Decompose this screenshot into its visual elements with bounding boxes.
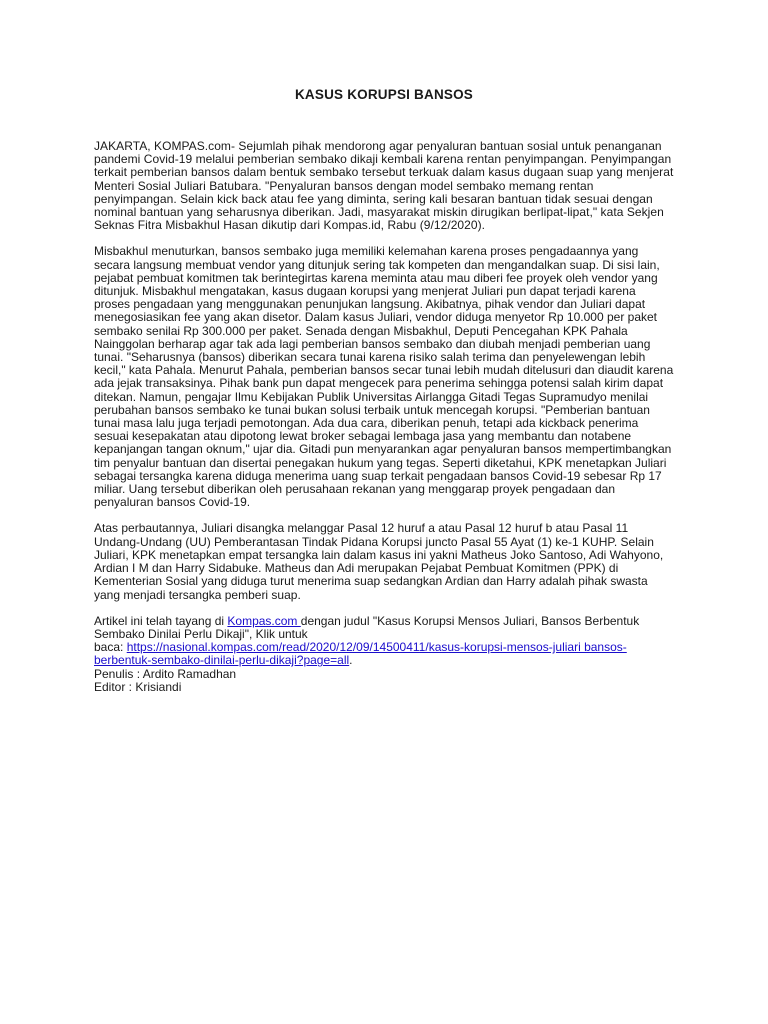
writer-credit: Penulis : Ardito Ramadhan bbox=[94, 666, 237, 681]
document-page bbox=[94, 86, 674, 694]
paragraph-2: Misbakhul menuturkan, bansos sembako juga memiliki kelemahan karena proses pengadaannya yang secara langsung membuat vendor yang ditunjuk sering tak kompeten dan mengandalkan suap. Di sisi lain, pejabat pembuat komitmen tak berintegirtas karena meminta atau mau diberi fee proyek oleh vendor yang ditunjuk. Misbakhul mengatakan, kasus dugaan korupsi yang menjerat Juliari pun dapat terjadi karena proses pengadaan yang menggunakan penunjukan langsung. Akibatnya, pihak vendor dan Juliari dapat menegosiasikan fee yang akan disetor. Dalam kasus Juliari, vendor diduga menyetor Rp 10.000 per paket sembako senilai Rp 300.000 per paket. Senada dengan Misbakhul, Deputi Pencegahan KPK Pahala Nainggolan berharap agar tak ada lagi pemberian bansos sembako dan diubah menjadi pemberian uang tunai. "Seharusnya (bansos) diberikan secara tunai karena risiko salah terima dan penyelewengan lebih kecil," kata Pahala. Menurut Pahala, pemberian bansos secar tunai lebih mudah ditelusuri dan diaudit karena ada jejak transaksinya. Pihak bank pun dapat mengecek para penerima sehingga potensi salah kirim dapat ditekan. Namun, pengajar Ilmu Kebijakan Publik Universitas Airlangga Gitadi Tegas Supramudyo menilai perubahan bansos sembako ke tunai bukan solusi terbaik untuk mencegah korupsi. "Pemberian bantuan tunai masa lalu juga terjadi pemotongan. Ada dua cara, diberikan penuh, tetapi ada kickback penerima sesuai kesepakatan atau dipotong lewat broker sebagai lembaga jasa yang membantu dan notabene kepanjangan tangan oknum," ujar dia. Gitadi pun menyarankan agar penyaluran bansos mempertimbangkan tim penyalur bantuan dan disertai penegakan hukum yang tegas. Seperti diketahui, KPK menetapkan Juliari sebagai tersangka karena diduga menerima uang suap terkait pengadaan bansos Covid-19 sebesar Rp 17 miliar. Uang tersebut diberikan oleh perusahaan rekanan yang menggarap proyek pengadaan dan penyaluran bansos Covid-19. bbox=[94, 244, 674, 510]
credits-intro-after-link: dengan judul "Kasus Korupsi Mensos Juliari, Bansos Berbentuk Sembako Dinilai Perlu Dikaji", Klik untuk bbox=[94, 613, 640, 641]
document-title: KASUS KORUPSI BANSOS bbox=[294, 87, 474, 102]
paragraph-1: JAKARTA, KOMPAS.com- Sejumlah pihak mendorong agar penyaluran bantuan sosial untuk penanganan pandemi Covid-19 melalui pemberian sembako dikaji kembali karena rentan penyimpangan. Penyimpangan terkait pemberian bansos dalam bentuk sembako tersebut terkuak dalam kasus dugaan suap yang menjerat Menteri Sosial Juliari Batubara. "Penyaluran bansos dengan model sembako memang rentan penyimpangan. Selain kick back atau fee yang diminta, sering kali besaran bantuan tidak sesuai dengan nominal bantuan yang seharusnya diberikan. Jadi, masyarakat miskin dirugikan berlipat-lipat," kata Sekjen Seknas Fitra Misbakhul Hasan dikutip dari Kompas.id, Rabu (9/12/2020). bbox=[94, 139, 674, 233]
kompas-source-link[interactable]: Kompas.com bbox=[227, 613, 301, 628]
url-period: . bbox=[349, 653, 353, 668]
article-url-link[interactable]: https://nasional.kompas.com/read/2020/12/09/14500411/kasus-korupsi-mensos-juliari bansos-berbentuk-sembako-dinilai-perlu-dikaji?page=all bbox=[94, 640, 627, 668]
article-credits bbox=[94, 615, 674, 694]
read-label: baca: bbox=[94, 640, 127, 655]
credits-intro-before-link: Artikel ini telah tayang di bbox=[94, 613, 228, 628]
paragraph-3: Atas perbautannya, Juliari disangka melanggar Pasal 12 huruf a atau Pasal 12 huruf b atau Pasal 11 Undang-Undang (UU) Pemberantasan Tindak Pidana Korupsi juncto Pasal 55 Ayat (1) ke-1 KUHP. Selain Juliari, KPK menetapkan empat tersangka lain dalam kasus ini yakni Matheus Joko Santoso, Adi Wahyono, Ardian I M dan Harry Sidabuke. Matheus dan Adi merupakan Pejabat Pembuat Komitmen (PPK) di Kementerian Sosial yang diduga turut menerima suap sedangkan Ardian dan Harry adalah pihak swasta yang menjadi tersangka pemberi suap. bbox=[94, 521, 664, 602]
editor-credit: Editor : Krisiandi bbox=[94, 679, 182, 694]
